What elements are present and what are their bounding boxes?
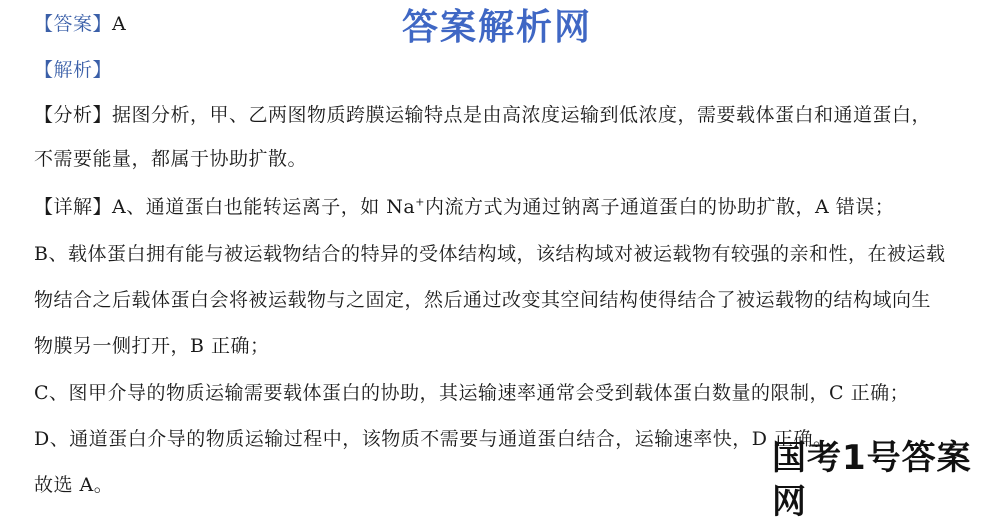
xiangjie-option-b-line-2: 物结合之后载体蛋白会将被运载物与之固定，然后通过改变其空间结构使得结合了被运载物的结构域向生 bbox=[34, 289, 932, 311]
answer-label: 【答案】 bbox=[34, 13, 113, 35]
option-a-text-pre: 【详解】A、通道蛋白也能转运离子，如 Na bbox=[34, 196, 416, 218]
xiangjie-option-c: C、图甲介导的物质运输需要载体蛋白的协助，其运输速率通常会受到载体蛋白数量的限制，C 正确； bbox=[34, 382, 910, 404]
xiangjie-conclusion: 故选 A。 bbox=[34, 474, 114, 496]
xiangjie-option-b-line-1: B、载体蛋白拥有能与被运载物结合的特异的受体结构域，该结构域对被运载物有较强的亲和性，在被运载 bbox=[34, 243, 946, 265]
xiangjie-option-b-line-3: 物膜另一侧打开，B 正确； bbox=[34, 335, 270, 357]
analysis-label: 【解析】 bbox=[34, 59, 113, 81]
answer-value: A bbox=[112, 13, 127, 35]
option-a-text-post: 内流方式为通过钠离子通道蛋白的协助扩散，A 错误； bbox=[424, 196, 895, 218]
answer-line bbox=[34, 11, 126, 37]
option-a-superscript: + bbox=[415, 195, 425, 209]
xiangjie-option-d: D、通道蛋白介导的物质运输过程中，该物质不需要与通道蛋白结合，运输速率快，D 正确。 bbox=[34, 428, 833, 450]
site-watermark-bottom: 国考1号答案网 bbox=[772, 438, 972, 522]
fenxi-line-2: 不需要能量，都属于协助扩散。 bbox=[34, 148, 308, 170]
xiangjie-option-a bbox=[34, 194, 894, 220]
fenxi-line-1: 【分析】据图分析，甲、乙两图物质跨膜运输特点是由高浓度运输到低浓度，需要载体蛋白和通道蛋白， bbox=[34, 104, 932, 126]
site-watermark-top: 答案解析网 bbox=[402, 7, 593, 48]
